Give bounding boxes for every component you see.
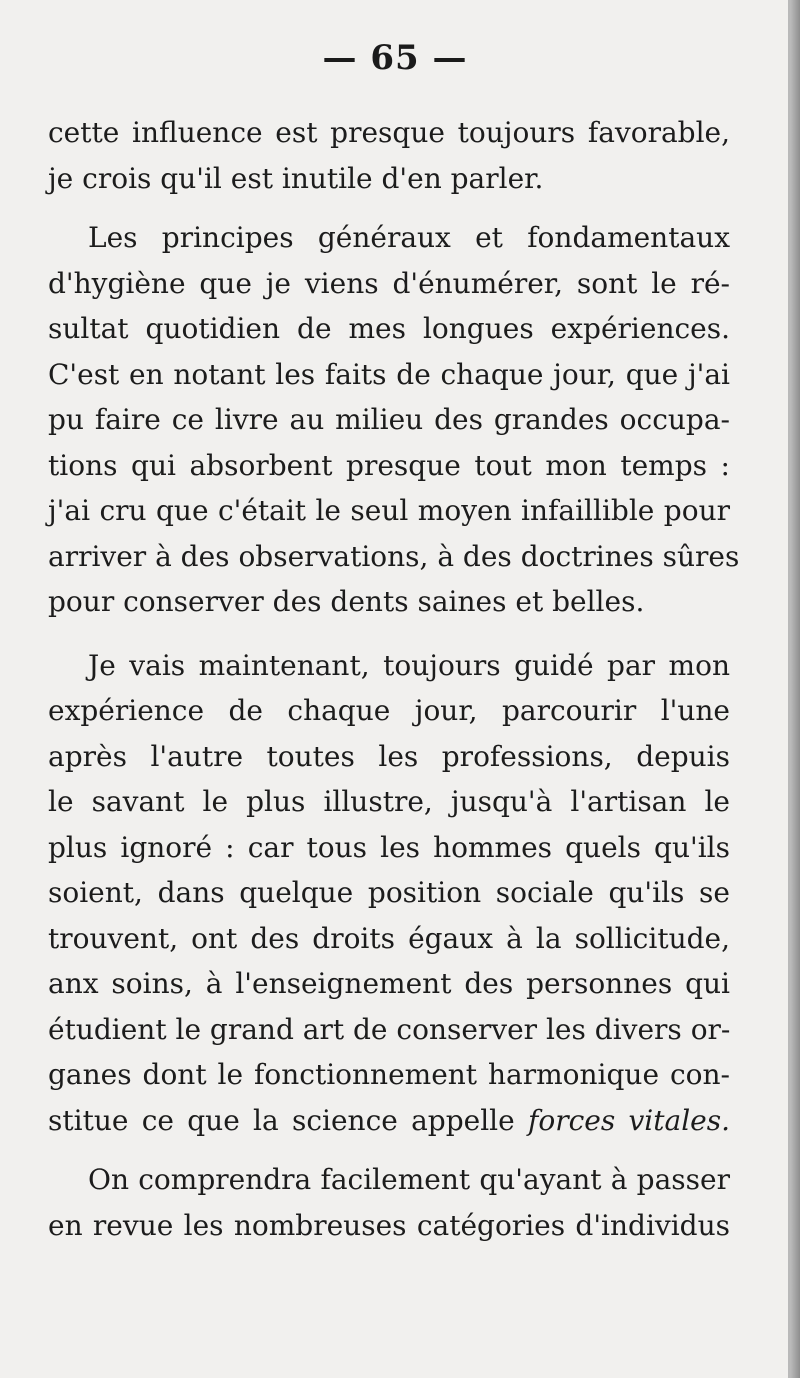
text-line: j'ai cru que c'était le seul moyen infaillible pour <box>48 494 730 527</box>
page-edge <box>790 0 800 1378</box>
text-line: trouvent, ont des droits égaux à la sollicitude, <box>48 921 730 955</box>
text-line: On comprendra facilement qu'ayant à passer <box>88 1163 730 1196</box>
text-line: pu faire ce livre au milieu des grandes occupa- <box>48 403 730 436</box>
paragraph <box>48 215 740 625</box>
text-line: en revue les nombreuses catégories d'individus <box>48 1208 730 1242</box>
text-line: soient, dans quelque position sociale qu'ils se <box>48 876 730 909</box>
text-line: plus ignoré : car tous les hommes quels qu'ils <box>48 830 730 864</box>
italic-term: forces vitales. <box>527 1103 730 1137</box>
text-line: C'est en notant les faits de chaque jour, que j'ai <box>48 357 730 391</box>
text-line-with-italic <box>48 1098 730 1144</box>
paragraph <box>48 110 730 201</box>
body-text <box>48 110 740 1248</box>
text-line: expérience de chaque jour, parcourir l'une <box>48 694 730 727</box>
text-line: Les principes généraux et fondamentaux <box>88 221 730 254</box>
paragraph <box>48 643 730 1144</box>
text-line: arriver à des observations, à des doctrines sûres <box>48 539 740 573</box>
text-line: je crois qu'il est inutile d'en parler. <box>48 161 544 195</box>
text-line: pour conserver des dents saines et belles. <box>48 585 645 618</box>
text-line-roman: stitue ce que la science appelle <box>48 1103 515 1137</box>
text-line: tions qui absorbent presque tout mon temps : <box>48 448 730 482</box>
text-line: Je vais maintenant, toujours guidé par mon <box>88 648 730 682</box>
text-line: ganes dont le fonctionnement harmonique con- <box>48 1058 730 1091</box>
text-line: après l'autre toutes les professions, depuis <box>48 739 730 773</box>
page-number: — 65 — <box>322 38 468 78</box>
text-line: étudient le grand art de conserver les divers or- <box>48 1012 731 1046</box>
text-line: le savant le plus illustre, jusqu'à l'artisan le <box>48 785 730 818</box>
text-line: anx soins, à l'enseignement des personnes qui <box>48 967 730 1000</box>
paragraph <box>48 1157 730 1248</box>
text-line: d'hygiène que je viens d'énumérer, sont le ré- <box>48 266 730 300</box>
text-line: cette influence est presque toujours favorable, <box>48 116 730 149</box>
text-line: sultat quotidien de mes longues expériences. <box>48 312 730 345</box>
